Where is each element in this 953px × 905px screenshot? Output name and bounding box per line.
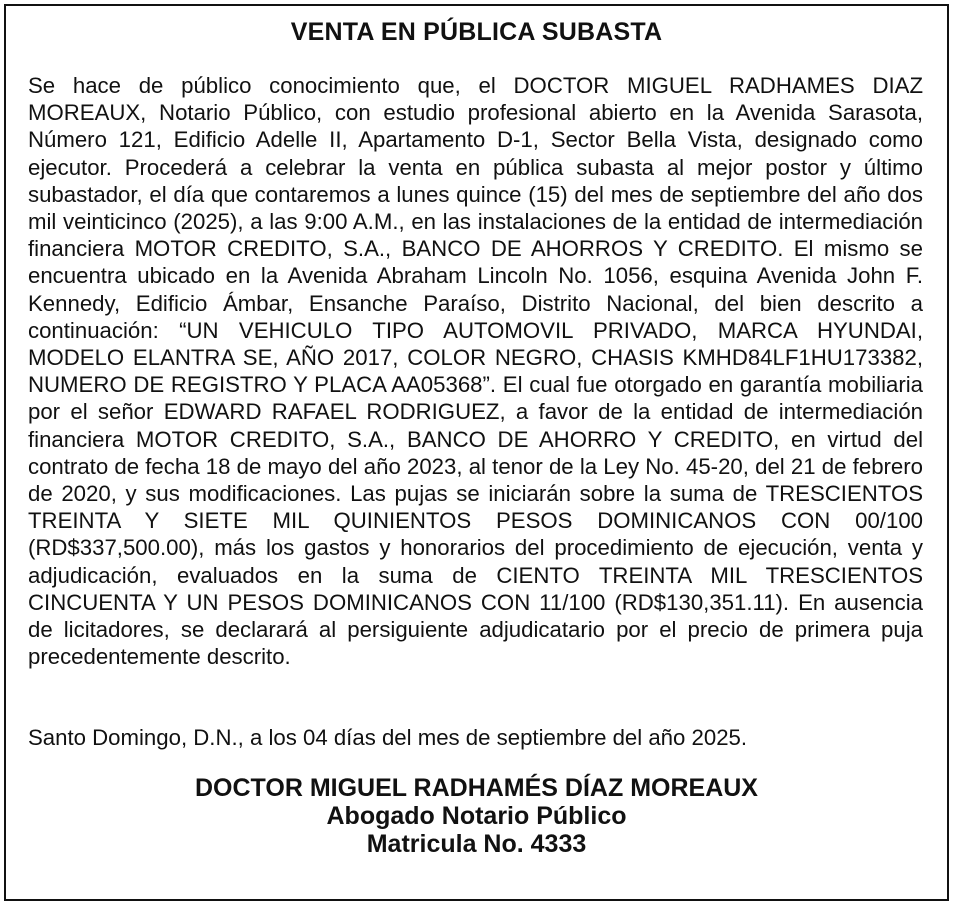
notice-body-paragraph: Se hace de público conocimiento que, el DOCTOR MIGUEL RADHAMES DIAZ MOREAUX, Notario Público, con estudio profesional abierto en la Avenida Sarasota, Número 121, Edificio Adelle II, Apartamento D-1, Sector Bella Vista, designado como ejecutor. Procederá a celebrar la venta en pública subasta al mejor postor y último subastador, el día que contaremos a lunes quince (15) del mes de septiembre del año dos mil veinticinco (2025), a las 9:00 A.M., en las instalaciones de la entidad de intermediación financiera MOTOR CREDITO, S.A., BANCO DE AHORROS Y CREDITO. El mismo se encuentra ubicado en la Avenida Abraham Lincoln No. 1056, esquina Avenida John F. Kennedy, Edificio Ámbar, Ensanche Paraíso, Distrito Nacional, del bien descrito a continuación: “UN VEHICULO TIPO AUTOMOVIL PRIVADO, MARCA HYUNDAI, MODELO ELANTRA SE, AÑO 2017, COLOR NEGRO, CHASIS KMHD84LF1HU173382, NUMERO DE REGISTRO Y PLACA AA05368”. El cual fue otorgado en garantía mobiliaria por el señor EDWARD RAFAEL RODRIGUEZ, a favor de la entidad de intermediación financiera MOTOR CREDITO, S.A., BANCO DE AHORRO Y CREDITO, en virtud del contrato de fecha 18 de mayo del año 2023, al tenor de la Ley No. 45-20, del 21 de febrero de 2020, y sus modificaciones. Las pujas se iniciarán sobre la suma de TRESCIENTOS TREINTA Y SIETE MIL QUINIENTOS PESOS DOMINICANOS CON 00/100 (RD$337,500.00), más los gastos y honorarios del procedimiento de ejecución, venta y adjudicación, evaluados en la suma de CIENTO TREINTA MIL TRESCIENTOS CINCUENTA Y UN PESOS DOMINICANOS CON 11/100 (RD$130,351.11). En ausencia de licitadores, se declarará al persiguiente adjudicatario por el precio de primera puja precedentemente descrito.: [28, 73, 923, 670]
signature-block: [6, 774, 947, 858]
auction-notice: [4, 4, 949, 901]
notice-body: [28, 72, 923, 670]
signatory-name: DOCTOR MIGUEL RADHAMÉS DÍAZ MOREAUX: [195, 774, 758, 802]
notice-title: VENTA EN PÚBLICA SUBASTA: [290, 18, 663, 46]
signatory-registration: Matricula No. 4333: [366, 830, 587, 858]
notice-date-line: Santo Domingo, D.N., a los 04 días del mes de septiembre del año 2025.: [28, 725, 748, 750]
signatory-role: Abogado Notario Público: [326, 802, 627, 830]
